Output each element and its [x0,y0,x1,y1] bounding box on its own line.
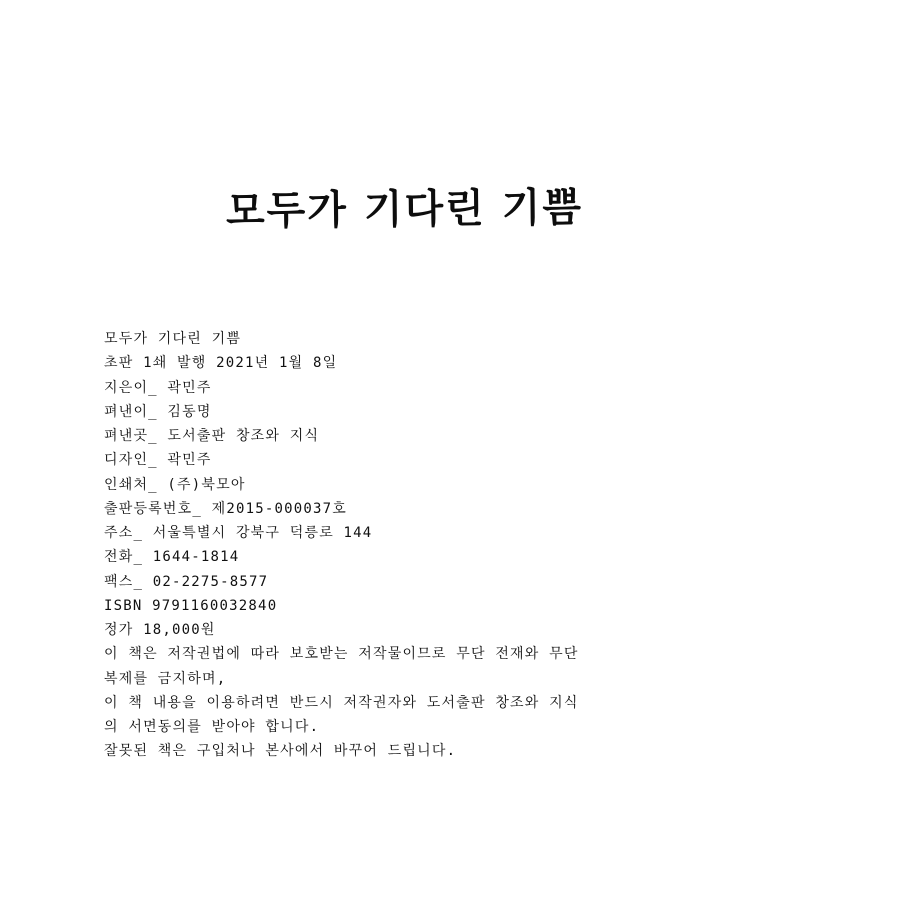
colophon-publishing-house: 펴낸곳_ 도서출판 창조와 지식 [104,428,320,444]
colophon-block [104,327,704,764]
colophon-designer: 디자인_ 곽민주 [104,452,212,469]
colophon-registration-number: 출판등록번호_ 제2015-000037호 [104,500,347,517]
colophon-author: 지은이_ 곽민주 [104,379,212,396]
permission-notice-line-2: 의 서면동의를 받아야 합니다. [104,719,320,735]
colophon-phone: 전화_ 1644-1814 [104,549,240,566]
handwritten-book-title: 모두가 기다린 기쁨 [225,183,584,235]
colophon-book-title: 모두가 기다린 기쁨 [104,331,242,347]
colophon-printer: 인쇄처_ (주)북모아 [104,476,246,493]
colophon-address: 주소_ 서울특별시 강북구 덕릉로 144 [104,525,373,541]
exchange-notice: 잘못된 책은 구입처나 본사에서 바꾸어 드립니다. [104,743,457,760]
colophon-isbn: ISBN 9791160032840 [104,597,278,614]
colophon-publisher-person: 펴낸이_ 김동명 [104,403,212,420]
copyright-notice-line-2: 복제를 금지하며, [104,670,227,687]
colophon-fax: 팩스_ 02-2275-8577 [104,573,269,590]
colophon-first-edition-date: 초판 1쇄 발행 2021년 1월 8일 [104,355,338,372]
copyright-notice-line-1: 이 책은 저작권법에 따라 보호받는 저작물이므로 무단 전재와 무단 [104,646,579,663]
permission-notice-line-1: 이 책 내용을 이용하려면 반드시 저작권자와 도서출판 창조와 지식 [104,694,579,711]
colophon-price: 정가 18,000원 [104,622,216,638]
